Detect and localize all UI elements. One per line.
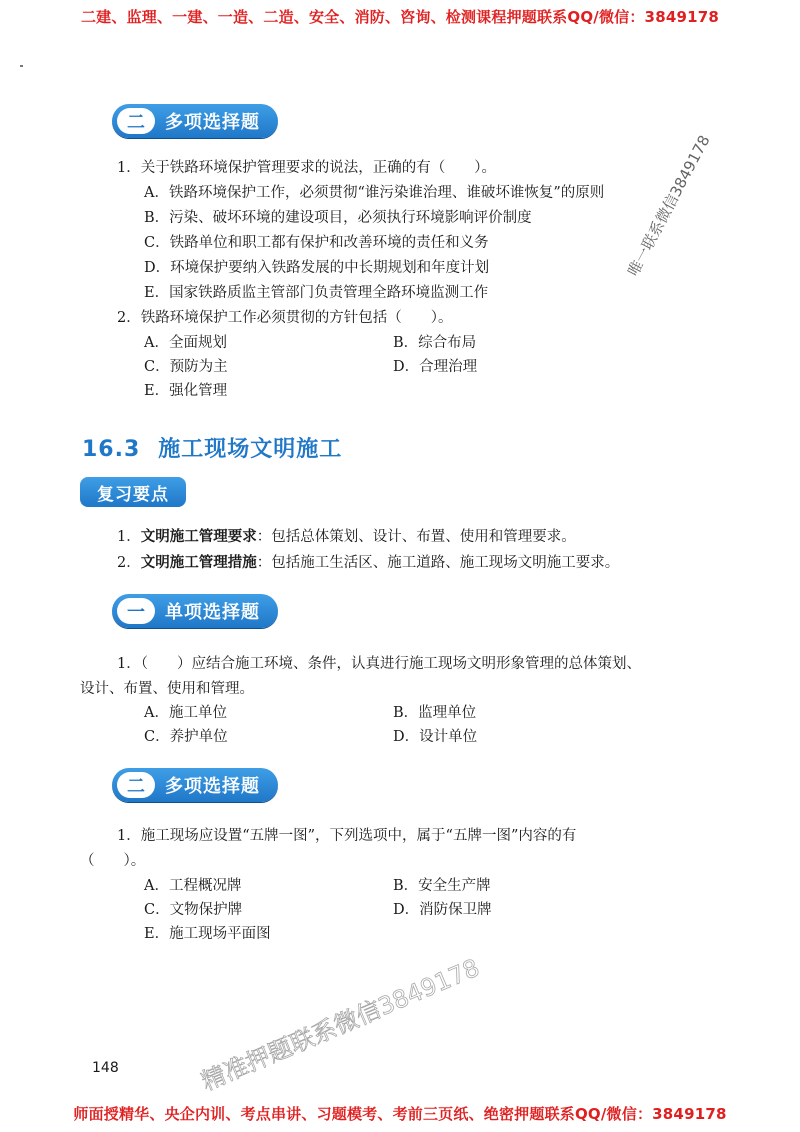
side-watermark: 唯一联系微信3849178 <box>624 132 714 280</box>
scan-speck <box>20 65 23 67</box>
bottom-promo-banner: 师面授精华、央企内训、考点串讲、习题模考、考前三页纸、绝密押题联系QQ/微信：3849178 <box>73 1105 727 1123</box>
question-stem: 1．（ ）应结合施工环境、条件，认真进行施工现场文明形象管理的总体策划、 <box>117 656 641 672</box>
option-b: B．监理单位 <box>393 705 477 721</box>
option-a: A．施工单位 <box>144 705 227 721</box>
option-e: E．施工现场平面图 <box>144 926 271 942</box>
section-number-badge: 一 <box>117 598 155 624</box>
top-promo-banner: 二建、监理、一建、一造、二造、安全、消防、咨询、检测课程押题联系QQ/微信：3849178 <box>80 8 720 26</box>
section-label: 多项选择题 <box>165 776 260 797</box>
bottom-watermark: 精准押题联系微信3849178 <box>197 953 484 1097</box>
question-stem: 2．铁路环境保护工作必须贯彻的方针包括（ ）。 <box>117 310 453 326</box>
option-a: A．全面规划 <box>144 335 227 351</box>
option-e: E．国家铁路质监主管部门负责管理全路环境监测工作 <box>144 285 489 301</box>
option-a: A．铁路环境保护工作，必须贯彻“谁污染谁治理、谁破坏谁恢复”的原则 <box>144 185 605 201</box>
section-heading-title: 施工现场文明施工 <box>158 437 343 462</box>
option-d: D．设计单位 <box>393 729 478 745</box>
page-number: 148 <box>92 1060 119 1076</box>
section-heading-number: 16.3 <box>82 437 141 462</box>
review-point-text: ：包括施工生活区、施工道路、施工现场文明施工要求。 <box>256 555 620 571</box>
option-b: B．安全生产牌 <box>393 878 491 894</box>
option-c: C．文物保护牌 <box>144 902 243 918</box>
option-b: B．综合布局 <box>393 335 477 351</box>
option-d: D．消防保卫牌 <box>393 902 492 918</box>
section-label: 单项选择题 <box>165 602 260 623</box>
option-d: D．环境保护要纳入铁路发展的中长期规划和年度计划 <box>144 260 490 276</box>
option-d: D．合理治理 <box>393 359 478 375</box>
review-point-number: 1． <box>117 529 141 545</box>
single-choice-header <box>112 594 278 628</box>
option-a: A．工程概况牌 <box>144 878 242 894</box>
multiple-choice-header <box>112 104 278 138</box>
option-c: C．养护单位 <box>144 729 228 745</box>
review-point-number: 2． <box>117 555 141 571</box>
question-stem: 1．关于铁路环境保护管理要求的说法，正确的有（ ）。 <box>117 160 496 176</box>
question-stem-continued: 设计、布置、使用和管理。 <box>80 681 254 697</box>
option-b: B．污染、破坏环境的建设项目，必须执行环境影响评价制度 <box>144 210 532 226</box>
review-point <box>117 553 619 573</box>
review-point <box>117 527 576 547</box>
section-label: 多项选择题 <box>165 112 260 133</box>
section-number-badge: 二 <box>117 108 155 134</box>
option-e: E．强化管理 <box>144 383 228 399</box>
question-stem-continued: （ ）。 <box>80 853 146 869</box>
option-c: C．铁路单位和职工都有保护和改善环境的责任和义务 <box>144 235 489 251</box>
review-points-header: 复习要点 <box>80 477 186 507</box>
option-c: C．预防为主 <box>144 359 228 375</box>
section-number-badge: 二 <box>117 772 155 798</box>
review-point-text: ：包括总体策划、设计、布置、使用和管理要求。 <box>256 529 576 545</box>
multiple-choice-header <box>112 768 278 802</box>
section-heading <box>82 432 342 463</box>
review-point-term: 文明施工管理要求 <box>140 528 257 545</box>
review-point-term: 文明施工管理措施 <box>140 554 257 571</box>
question-stem: 1．施工现场应设置“五牌一图”，下列选项中，属于“五牌一图”内容的有 <box>117 828 577 844</box>
